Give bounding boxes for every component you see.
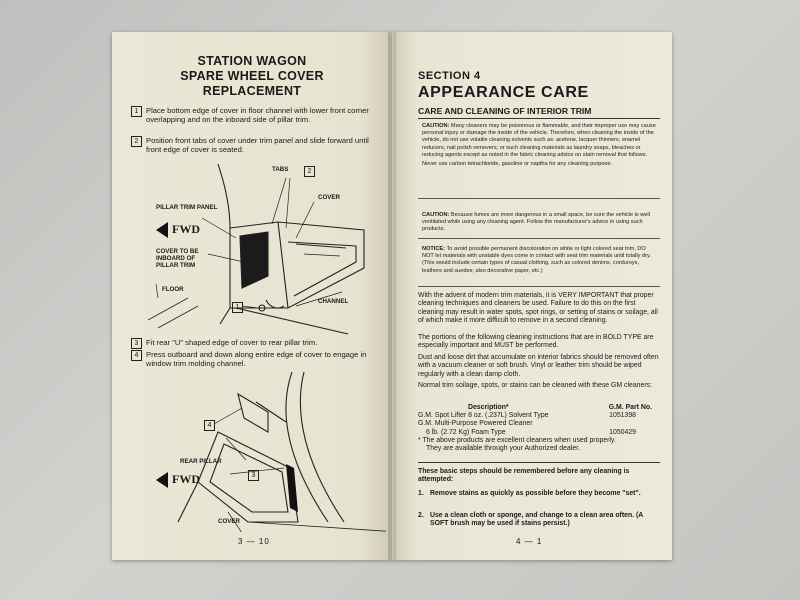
caution-text: Never use carbon tetrachloride, gasoline or naptha for any cleaning purpose. bbox=[422, 161, 612, 168]
diagram-label: CHANNEL bbox=[318, 298, 349, 305]
page-title bbox=[126, 54, 378, 99]
callout-number: 1 bbox=[232, 302, 243, 313]
page-title: APPEARANCE CARE bbox=[418, 84, 589, 101]
table-cell: 1050429 bbox=[609, 428, 636, 436]
callout-number: 2 bbox=[304, 166, 315, 177]
wheel-cover-diagram bbox=[118, 158, 386, 338]
list-item-number: 1. bbox=[418, 490, 424, 497]
list-item-text: Use a clean cloth or sponge, and change to a clean area often. (A SOFT brush may be used if stains persist.) bbox=[430, 512, 644, 528]
step-3 bbox=[134, 338, 378, 347]
body-paragraph: The portions of the following cleaning instructions that are in BOLD TYPE are especially important and MUST be performed. bbox=[418, 334, 654, 350]
table-header-cell: G.M. Part No. bbox=[608, 404, 652, 411]
fwd-arrow-icon bbox=[156, 472, 168, 488]
step-number: 1 bbox=[131, 106, 142, 117]
notice-text: To avoid possible permanent discoloration on white or light colored seat trim, DO NOT let materials with unstable dyes come in contact with seat trim materials until totally dry. (This would include certain types of casual clothing, such as colored denims, corduroys, leathers and suedes; also decorative paper, etc.) bbox=[422, 246, 651, 274]
page-number: 4 — 1 bbox=[516, 537, 543, 546]
diagram-label: FLOOR bbox=[162, 286, 184, 293]
step-text: Fit rear "U" shaped edge of cover to rear pillar trim. bbox=[146, 338, 318, 347]
table-row bbox=[418, 420, 660, 428]
caution-box bbox=[422, 123, 656, 168]
step-2 bbox=[134, 136, 378, 155]
step-1 bbox=[134, 106, 378, 125]
owner-manual-booklet bbox=[112, 32, 672, 560]
callout-number: 3 bbox=[248, 470, 259, 481]
diagram-label: COVER bbox=[218, 518, 241, 525]
caution-text: Many cleaners may be poisonous or flammable, and their improper use may cause personal injury or damage the inside of the vehicle. Therefore, when cleaning the inside of the vehicle, do not use volatile cleaning solvents such as: acetone, lacquer thinners, enamel reducers, nail polish removers; or such cleaning materials as laundry soaps, bleaches or reducing agents except as noted in the fabric cleaning advice on stain removal that follows. bbox=[422, 123, 656, 158]
table-cell: G.M. Spot Lifter 8 oz. (.237L) Solvent Type bbox=[418, 412, 549, 420]
basic-steps-intro: These basic steps should be remembered before any cleaning is attempted: bbox=[418, 468, 630, 484]
fwd-label: FWD bbox=[172, 472, 200, 486]
caution-text: Because fumes are more dangerous in a small space, be sure the vehicle is well ventilated while using any cleaning agent. Follow the manufacturer's advice in using such products. bbox=[422, 212, 650, 233]
booklet-spine bbox=[388, 32, 396, 560]
body-paragraph: With the advent of modern trim materials, it is VERY IMPORTANT that proper cleaning techniques and cleaners be used. Failure to do this on the first cleaning may result in water spots, spot rings, or setting of stains or soilage, all of which make it more difficult to remove in a second cleaning. bbox=[418, 292, 658, 325]
title-line: SPARE WHEEL COVER bbox=[180, 69, 324, 83]
table-cell: 6 lb. (2.72 Kg) Foam Type bbox=[426, 428, 506, 436]
notice-box bbox=[422, 246, 656, 275]
divider bbox=[418, 286, 660, 287]
diagram-label: COVER TO BE INBOARD OF PILLAR TRIM bbox=[156, 248, 199, 269]
notice-label: NOTICE: bbox=[422, 246, 445, 252]
body-paragraph: Normal trim soilage, spots, or stains can be cleaned with these GM cleaners: bbox=[418, 382, 653, 389]
divider bbox=[418, 118, 660, 119]
step-4 bbox=[134, 350, 378, 369]
table-footnote: They are available through your Authorized dealer. bbox=[426, 445, 580, 453]
table-cell bbox=[636, 420, 660, 428]
cleaners-table bbox=[418, 404, 660, 453]
table-header bbox=[418, 404, 660, 412]
title-line: REPLACEMENT bbox=[202, 84, 302, 98]
fwd-label: FWD bbox=[172, 222, 200, 236]
step-number: 2 bbox=[131, 136, 142, 147]
callout-number: 4 bbox=[204, 420, 215, 431]
divider bbox=[418, 238, 660, 239]
title-line: STATION WAGON bbox=[197, 54, 307, 68]
rear-pillar-illustration bbox=[118, 372, 386, 532]
caution-box bbox=[422, 212, 656, 234]
diagram-label: TABS bbox=[272, 166, 289, 173]
left-page bbox=[112, 32, 392, 560]
step-text: Position front tabs of cover under trim panel and slide forward until front edge of cover is seated. bbox=[146, 136, 369, 155]
list-item-text: Remove stains as quickly as possible before they become "set". bbox=[430, 490, 641, 497]
page-number: 3 — 10 bbox=[238, 537, 270, 546]
diagram-label: PILLAR TRIM PANEL bbox=[156, 204, 218, 211]
table-header-cell: Description* bbox=[468, 404, 509, 411]
rear-pillar-diagram bbox=[118, 372, 386, 532]
step-number: 3 bbox=[131, 338, 142, 349]
table-footnote: * The above products are excellent cleaners when used properly. bbox=[418, 436, 616, 444]
diagram-label: REAR PILLAR bbox=[180, 458, 222, 465]
table-row bbox=[418, 429, 660, 437]
body-paragraph: Dust and loose dirt that accumulate on interior fabrics should be removed often with a vacuum cleaner or soft brush. Vinyl or leather trim should be wiped regularly with a clean damp cloth. bbox=[418, 354, 659, 378]
diagram-label: COVER bbox=[318, 194, 341, 201]
table-row bbox=[418, 412, 660, 420]
step-text: Press outboard and down along entire edge of cover to engage in window trim molding channel. bbox=[146, 350, 367, 369]
page-subtitle: CARE AND CLEANING OF INTERIOR TRIM bbox=[418, 106, 592, 116]
fwd-arrow-icon bbox=[156, 222, 168, 238]
table-cell: 1051398 bbox=[609, 412, 636, 420]
divider bbox=[418, 462, 660, 463]
list-item-number: 2. bbox=[418, 512, 424, 519]
divider bbox=[418, 198, 660, 199]
caution-label: CAUTION: bbox=[422, 212, 450, 218]
caution-label: CAUTION: bbox=[422, 123, 450, 129]
step-number: 4 bbox=[131, 350, 142, 361]
step-text: Place bottom edge of cover in floor channel with lower front corner overlapping and on the inboard side of pillar trim. bbox=[146, 106, 369, 125]
section-label: SECTION 4 bbox=[418, 70, 481, 82]
table-cell: G.M. Multi-Purpose Powered Cleaner bbox=[418, 420, 533, 428]
